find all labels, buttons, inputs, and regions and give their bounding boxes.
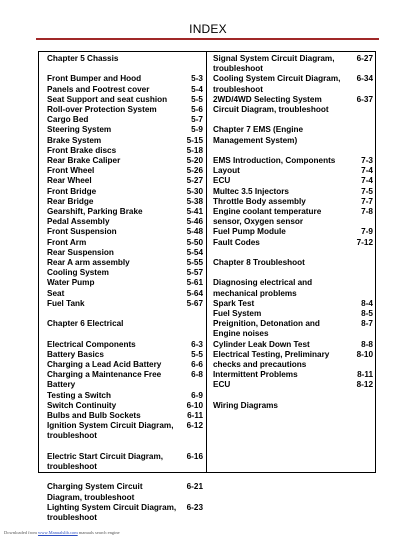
entry-label: Layout bbox=[213, 166, 240, 176]
index-entry[interactable] bbox=[47, 74, 203, 84]
index-entry[interactable] bbox=[213, 95, 373, 115]
entry-label: Gearshift, Parking Brake bbox=[47, 207, 143, 217]
footer-suffix: manuals search engine bbox=[78, 530, 120, 535]
spacer bbox=[47, 309, 203, 319]
entry-label: Steering System bbox=[47, 125, 112, 135]
index-entry[interactable] bbox=[47, 482, 203, 502]
entry-page-number: 5-61 bbox=[186, 278, 203, 288]
entry-label: Rear A arm assembly bbox=[47, 258, 130, 268]
index-entry[interactable] bbox=[213, 54, 373, 74]
index-entry[interactable] bbox=[47, 401, 203, 411]
page-title: INDEX bbox=[189, 22, 227, 36]
spacer bbox=[47, 442, 203, 452]
entry-page-number: 5-38 bbox=[186, 196, 203, 206]
index-entry[interactable] bbox=[213, 340, 373, 350]
entry-page-number: 5-5 bbox=[191, 94, 203, 104]
entry-label: Seat bbox=[47, 288, 65, 298]
index-entry[interactable] bbox=[47, 452, 203, 472]
index-entry[interactable] bbox=[213, 227, 373, 237]
entry-page-number: 7-9 bbox=[361, 227, 373, 237]
index-entry[interactable] bbox=[47, 411, 203, 421]
entry-label: Rear Brake Caliper bbox=[47, 156, 121, 166]
entry-page-number: 8-5 bbox=[361, 309, 373, 319]
index-entry[interactable] bbox=[213, 299, 373, 309]
entry-page-number: 6-23 bbox=[186, 502, 203, 512]
spacer bbox=[213, 146, 373, 156]
index-entry[interactable] bbox=[47, 217, 203, 227]
entry-page-number: 5-18 bbox=[186, 145, 203, 155]
entry-page-number: 6-37 bbox=[356, 94, 373, 104]
entry-label: Brake System bbox=[47, 135, 102, 145]
entry-label: Rear Bridge bbox=[47, 196, 94, 206]
entry-page-number: 5-67 bbox=[186, 298, 203, 308]
entry-label: Spark Test bbox=[213, 298, 255, 308]
index-entry[interactable] bbox=[47, 105, 203, 115]
index-entry[interactable] bbox=[213, 176, 373, 186]
index-column-left bbox=[47, 54, 203, 523]
entry-label: EMS Introduction, Components bbox=[213, 156, 336, 165]
spacer bbox=[213, 248, 373, 258]
entry-label: Cargo Bed bbox=[47, 115, 89, 125]
index-entry[interactable] bbox=[213, 380, 373, 390]
entry-label: Fuel Pump Module bbox=[213, 227, 286, 237]
entry-page-number: 5-5 bbox=[191, 349, 203, 359]
entry-page-number: 6-6 bbox=[191, 360, 203, 370]
title-rule bbox=[36, 38, 379, 40]
index-entry[interactable] bbox=[47, 278, 203, 288]
entry-label: Ignition System Circuit Diagram, troubleshoot bbox=[47, 421, 174, 441]
entry-label: Water Pump bbox=[47, 278, 95, 288]
entry-page-number: 5-27 bbox=[186, 176, 203, 186]
column-divider bbox=[206, 52, 207, 472]
entry-page-number: 5-46 bbox=[186, 217, 203, 227]
index-entry[interactable] bbox=[47, 207, 203, 217]
entry-label: Battery Basics bbox=[47, 349, 104, 359]
entry-label: Engine coolant temperature sensor, Oxygen sensor bbox=[213, 207, 322, 227]
entry-label: Cooling System bbox=[47, 268, 109, 278]
index-entry[interactable] bbox=[47, 125, 203, 135]
index-entry[interactable] bbox=[47, 136, 203, 146]
entry-page-number: 6-27 bbox=[356, 54, 373, 63]
index-table bbox=[38, 51, 376, 523]
entry-label: Cylinder Leak Down Test bbox=[213, 339, 310, 349]
entry-page-number: 6-3 bbox=[191, 339, 203, 349]
entry-page-number: 5-9 bbox=[191, 125, 203, 135]
entry-label: Charging a Maintenance Free Battery bbox=[47, 370, 162, 390]
index-entry[interactable] bbox=[47, 146, 203, 156]
entry-page-number: 6-21 bbox=[186, 482, 203, 492]
entry-label: Front Bumper and Hood bbox=[47, 74, 142, 84]
entry-page-number: 7-8 bbox=[361, 207, 373, 217]
entry-label: Chapter 6 Electrical bbox=[47, 319, 124, 329]
index-column-right bbox=[213, 54, 373, 411]
entry-label: Cooling System Circuit Diagram, troubleshoot bbox=[213, 74, 341, 94]
index-entry[interactable] bbox=[47, 299, 203, 309]
entry-page-number: 5-3 bbox=[191, 74, 203, 84]
entry-page-number: 8-4 bbox=[361, 298, 373, 308]
entry-page-number: 5-30 bbox=[186, 186, 203, 196]
index-entry[interactable] bbox=[213, 207, 373, 227]
entry-label: Front Arm bbox=[47, 237, 87, 247]
entry-page-number: 8-12 bbox=[356, 380, 373, 390]
index-entry[interactable] bbox=[47, 350, 203, 360]
entry-page-number: 6-16 bbox=[186, 451, 203, 461]
index-entry[interactable] bbox=[47, 238, 203, 248]
entry-label: Multec 3.5 Injectors bbox=[213, 186, 289, 196]
entry-label: 2WD/4WD Selecting System Circuit Diagram, troubleshoot bbox=[213, 94, 329, 115]
index-entry[interactable] bbox=[47, 268, 203, 278]
entry-page-number: 7-4 bbox=[361, 166, 373, 176]
entry-page-number: 5-64 bbox=[186, 288, 203, 298]
index-entry[interactable] bbox=[47, 360, 203, 370]
entry-label: Chapter 8 Troubleshoot bbox=[213, 258, 305, 268]
entry-page-number: 6-8 bbox=[191, 370, 203, 380]
entry-label: Switch Continuity bbox=[47, 400, 117, 410]
footer-note bbox=[4, 530, 120, 535]
index-entry[interactable] bbox=[47, 166, 203, 176]
index-entry[interactable] bbox=[47, 115, 203, 125]
index-entry[interactable] bbox=[47, 227, 203, 237]
index-entry[interactable] bbox=[47, 340, 203, 350]
entry-page-number: 5-54 bbox=[186, 247, 203, 257]
entry-page-number: 5-15 bbox=[186, 135, 203, 145]
entry-page-number: 5-26 bbox=[186, 166, 203, 176]
entry-label: Front Wheel bbox=[47, 166, 95, 176]
index-entry[interactable] bbox=[47, 289, 203, 299]
entry-page-number: 5-55 bbox=[186, 258, 203, 268]
entry-label: Chapter 5 Chassis bbox=[47, 54, 119, 63]
entry-label: Intermittent Problems bbox=[213, 370, 298, 380]
index-entry[interactable] bbox=[213, 187, 373, 197]
index-entry[interactable] bbox=[213, 278, 373, 298]
footer-prefix: Downloaded from bbox=[4, 530, 37, 535]
index-entry[interactable] bbox=[47, 176, 203, 186]
index-entry[interactable] bbox=[47, 197, 203, 207]
entry-page-number: 5-6 bbox=[191, 105, 203, 114]
entry-label: Fault Codes bbox=[213, 237, 260, 247]
entry-label: Signal System Circuit Diagram, troubleshoot bbox=[213, 54, 335, 74]
entry-label: Fuel Tank bbox=[47, 298, 85, 308]
entry-page-number: 7-7 bbox=[361, 196, 373, 206]
entry-page-number: 7-3 bbox=[361, 156, 373, 165]
entry-page-number: 8-11 bbox=[357, 370, 373, 380]
entry-label: Wiring Diagrams bbox=[213, 400, 278, 410]
index-entry[interactable] bbox=[213, 319, 373, 339]
spacer bbox=[213, 391, 373, 401]
spacer bbox=[213, 115, 373, 125]
entry-label: Front Suspension bbox=[47, 227, 117, 237]
entry-page-number: 5-48 bbox=[186, 227, 203, 237]
entry-label: Electric Start Circuit Diagram, troubleshoot bbox=[47, 451, 164, 472]
entry-page-number: 5-20 bbox=[186, 156, 203, 166]
index-entry[interactable] bbox=[47, 258, 203, 268]
index-entry[interactable] bbox=[47, 248, 203, 258]
entry-page-number: 7-4 bbox=[361, 176, 373, 186]
entry-label: Panels and Footrest cover bbox=[47, 84, 150, 94]
index-entry[interactable] bbox=[213, 238, 373, 248]
index-entry[interactable] bbox=[213, 309, 373, 319]
entry-label: Roll-over Protection System bbox=[47, 105, 157, 114]
entry-page-number: 6-12 bbox=[186, 421, 203, 431]
entry-page-number: 5-7 bbox=[191, 115, 203, 125]
entry-label: Seat Support and seat cushion bbox=[47, 94, 168, 104]
entry-page-number: 5-41 bbox=[186, 207, 203, 217]
entry-page-number: 5-57 bbox=[186, 268, 203, 278]
index-entry[interactable] bbox=[213, 166, 373, 176]
index-entry[interactable] bbox=[47, 156, 203, 166]
index-entry[interactable] bbox=[213, 156, 373, 166]
entry-label: Front Bridge bbox=[47, 186, 97, 196]
entry-label: Charging System Circuit Diagram, troubleshoot bbox=[47, 482, 143, 502]
entry-label: Charging a Lead Acid Battery bbox=[47, 360, 162, 370]
entry-label: Rear Suspension bbox=[47, 247, 114, 257]
entry-page-number: 7-12 bbox=[356, 237, 373, 247]
spacer bbox=[47, 329, 203, 339]
entry-page-number: 6-11 bbox=[187, 411, 203, 421]
entry-page-number: 5-50 bbox=[186, 237, 203, 247]
entry-label: Front Brake discs bbox=[47, 145, 117, 155]
index-entry[interactable] bbox=[47, 421, 203, 441]
entry-label: Lighting System Circuit Diagram, troubleshoot bbox=[47, 502, 177, 523]
index-entry[interactable] bbox=[213, 74, 373, 94]
entry-label: ECU bbox=[213, 380, 231, 390]
entry-page-number: 6-10 bbox=[186, 400, 203, 410]
entry-page-number: 6-9 bbox=[191, 390, 203, 400]
index-entry[interactable] bbox=[47, 85, 203, 95]
index-entry[interactable] bbox=[47, 370, 203, 390]
entry-label: Electrical Components bbox=[47, 339, 136, 349]
entry-label: Pedal Assembly bbox=[47, 217, 110, 227]
entry-page-number: 5-4 bbox=[191, 84, 203, 94]
entry-label: ECU bbox=[213, 176, 231, 186]
entry-label: Electrical Testing, Preliminary checks and precautions bbox=[213, 349, 330, 370]
entry-label: Bulbs and Bulb Sockets bbox=[47, 411, 141, 421]
entry-label: Throttle Body assembly bbox=[213, 196, 306, 206]
entry-label: Testing a Switch bbox=[47, 390, 111, 400]
index-entry[interactable] bbox=[213, 401, 373, 411]
spacer bbox=[47, 472, 203, 482]
entry-page-number: 6-34 bbox=[356, 74, 373, 84]
entry-page-number: 8-7 bbox=[361, 319, 373, 329]
index-entry[interactable] bbox=[47, 187, 203, 197]
index-entry[interactable] bbox=[47, 95, 203, 105]
index-entry[interactable] bbox=[213, 125, 373, 145]
index-entry[interactable] bbox=[213, 370, 373, 380]
entry-label: Rear Wheel bbox=[47, 176, 92, 186]
entry-label: Chapter 7 EMS (Engine Management System) bbox=[213, 125, 304, 145]
entry-label: Fuel System bbox=[213, 309, 262, 319]
spacer bbox=[213, 268, 373, 278]
index-entry[interactable] bbox=[213, 258, 373, 268]
index-entry[interactable] bbox=[47, 54, 203, 64]
spacer bbox=[47, 64, 203, 74]
entry-label: Diagnosing electrical and mechanical problems bbox=[213, 278, 313, 298]
entry-page-number: 8-10 bbox=[356, 349, 373, 359]
index-entry[interactable] bbox=[213, 197, 373, 207]
entry-label: Preignition, Detonation and Engine noises bbox=[213, 319, 320, 339]
entry-page-number: 8-8 bbox=[361, 339, 373, 349]
entry-page-number: 7-5 bbox=[361, 186, 373, 196]
index-entry[interactable] bbox=[47, 503, 203, 523]
index-entry[interactable] bbox=[47, 319, 203, 329]
footer-link[interactable]: www.Manualslib.com bbox=[38, 530, 78, 535]
index-entry[interactable] bbox=[47, 391, 203, 401]
index-entry[interactable] bbox=[213, 350, 373, 370]
